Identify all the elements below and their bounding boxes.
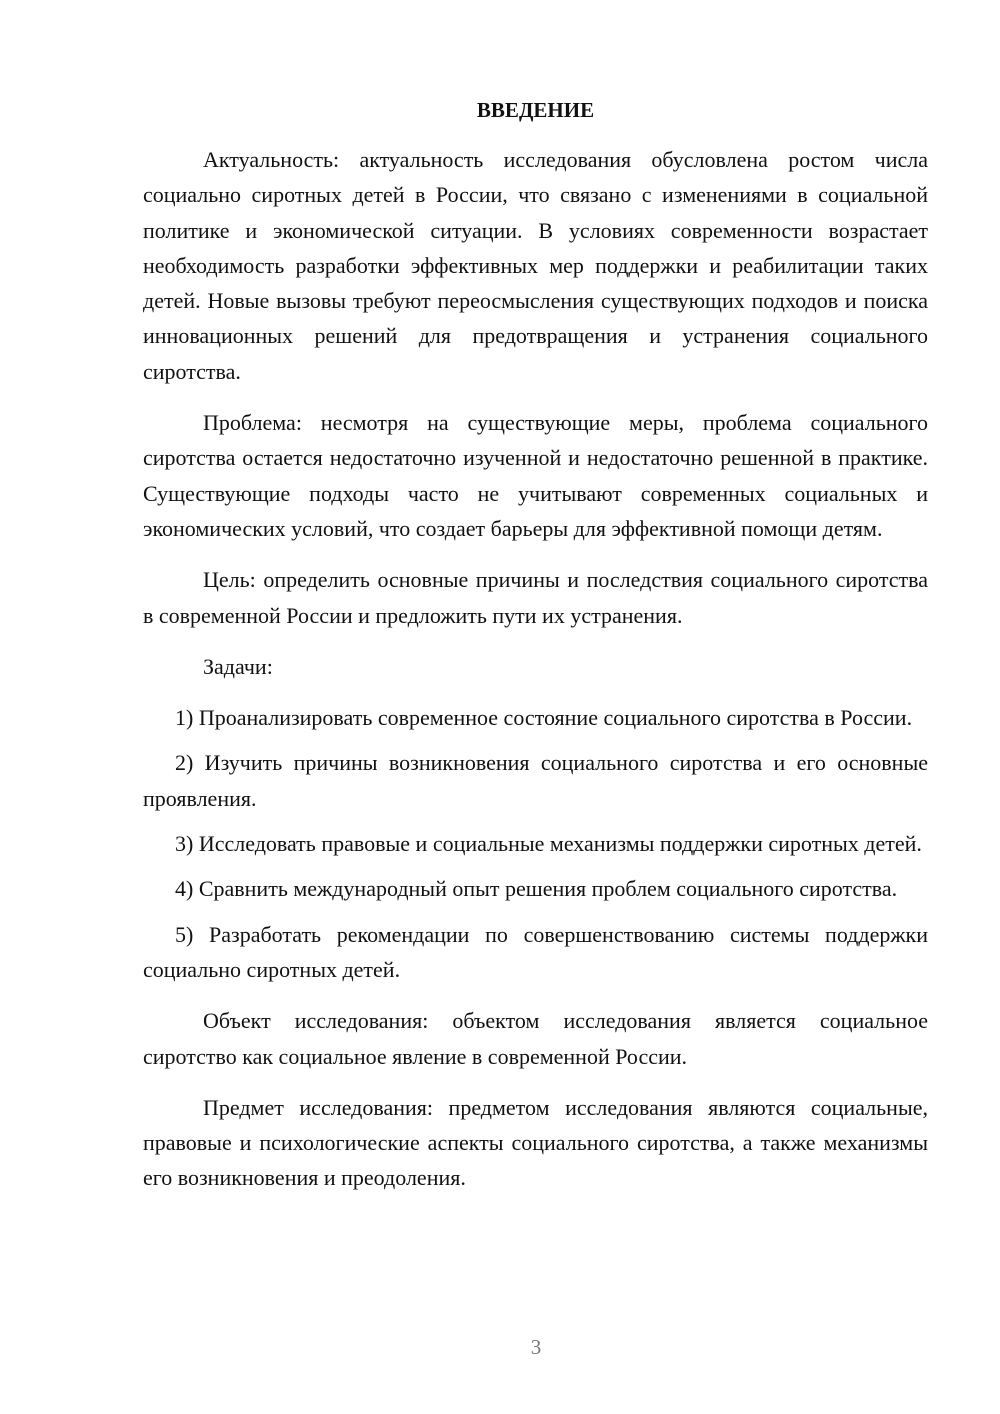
document-page bbox=[143, 96, 928, 1212]
relevance-paragraph: Актуальность: актуальность исследования обусловлена ростом числа социально сиротных детей в России, что связано с изменениями в социальной политике и экономической ситуации. В условиях современности возрастает необходимость разработки эффективных мер поддержки и реабилитации таких детей. Новые вызовы требуют переосмысления существующих подходов и поиска инновационных решений для предотвращения и устранения социального сиротства. bbox=[143, 147, 928, 384]
problem-paragraph: Проблема: несмотря на существующие меры, проблема социального сиротства остается недостаточно изученной и недостаточно решенной в практике. Существующие подходы часто не учитывают современных социальных и экономических условий, что создает барьеры для эффективной помощи детям. bbox=[143, 410, 928, 541]
task-item: 5) Разработать рекомендации по совершенствованию системы поддержки социально сиротных детей. bbox=[143, 921, 928, 982]
section-title: ВВЕДЕНИЕ bbox=[476, 98, 595, 122]
task-item: 3) Исследовать правовые и социальные механизмы поддержки сиротных детей. bbox=[175, 831, 922, 857]
task-item: 1) Проанализировать современное состояние социального сиротства в России. bbox=[175, 705, 913, 731]
tasks-heading: Задачи: bbox=[203, 653, 273, 679]
tasks-list bbox=[143, 700, 928, 987]
task-item: 2) Изучить причины возникновения социального сиротства и его основные проявления. bbox=[143, 750, 928, 811]
subject-paragraph: Предмет исследования: предметом исследования являются социальные, правовые и психологические аспекты социального сиротства, а также механизмы его возникновения и преодоления. bbox=[143, 1094, 928, 1191]
task-item: 4) Сравнить международный опыт решения проблем социального сиротства. bbox=[175, 876, 898, 902]
object-paragraph: Объект исследования: объектом исследования является социальное сиротство как социальное явление в современной России. bbox=[143, 1008, 928, 1069]
page-number: 3 bbox=[530, 1335, 542, 1359]
goal-paragraph: Цель: определить основные причины и последствия социального сиротства в современной России и предложить пути их устранения. bbox=[143, 567, 928, 628]
